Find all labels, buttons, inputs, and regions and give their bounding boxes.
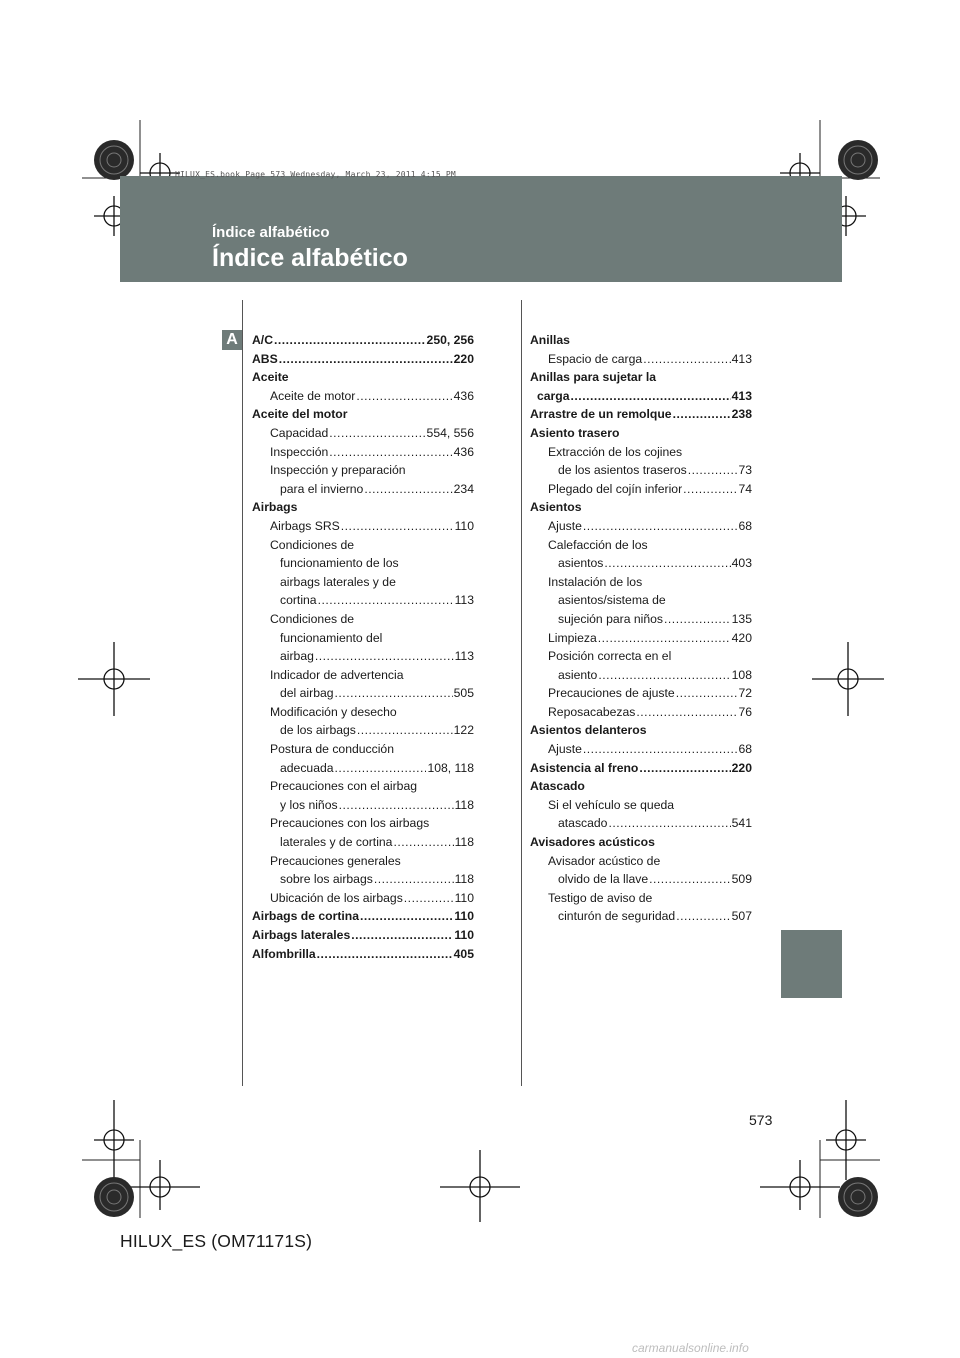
index-entry-pages: 541 — [731, 816, 752, 831]
index-entry-label: Airbags de cortina — [252, 909, 360, 924]
book-info-line: HILUX_ES.book Page 573 Wednesday, March 23, 2011 4:15 PM — [175, 170, 456, 179]
dot-leader — [664, 610, 731, 629]
index-entry — [530, 424, 752, 443]
index-entry-label: Testigo de aviso de — [548, 890, 653, 905]
index-entry-label: Si el vehículo se queda — [548, 797, 675, 812]
index-entry-label: Precauciones de ajuste — [548, 686, 675, 701]
dot-leader — [636, 703, 737, 722]
index-entry-pages: 403 — [731, 556, 752, 571]
index-entry-pages: 405 — [453, 946, 474, 961]
index-entry-label: Airbags SRS — [270, 518, 340, 533]
dot-leader — [374, 870, 454, 889]
watermark: carmanualsonline.info — [632, 1341, 749, 1355]
index-entry — [252, 740, 474, 759]
index-entry — [530, 852, 752, 871]
index-entry-label: Modificación y desecho — [270, 704, 397, 719]
index-entry-label: Indicador de advertencia — [270, 667, 404, 682]
index-entry — [530, 907, 752, 926]
dot-leader — [571, 387, 731, 406]
dot-leader — [318, 591, 454, 610]
index-entry — [530, 759, 752, 778]
index-entry — [252, 443, 474, 462]
index-entry-label: del airbag — [280, 686, 334, 701]
dot-leader — [598, 629, 731, 648]
index-entry-label: Atascado — [530, 779, 585, 794]
index-entry-label: Avisadores acústicos — [530, 835, 655, 850]
index-entry-label: adecuada — [280, 760, 334, 775]
index-column-right — [530, 331, 752, 926]
index-entry-pages: 72 — [738, 686, 752, 701]
index-entry-label: Asientos — [530, 500, 582, 515]
index-entry-label: Aceite de motor — [270, 388, 356, 403]
index-entry-label: para el invierno — [280, 481, 364, 496]
index-entry — [252, 703, 474, 722]
dot-leader — [329, 443, 452, 462]
index-entry-label: funcionamiento de los — [280, 556, 399, 571]
index-entry — [252, 721, 474, 740]
index-entry — [252, 870, 474, 889]
index-entry-pages: 118 — [454, 835, 474, 850]
index-entry — [530, 591, 752, 610]
index-entry — [252, 945, 474, 964]
index-entry — [530, 796, 752, 815]
index-entry-pages: 110 — [454, 909, 474, 924]
index-entry-pages: 73 — [738, 463, 752, 478]
index-entry-label: Asistencia al freno — [530, 760, 639, 775]
index-entry — [252, 907, 474, 926]
dot-leader — [274, 331, 426, 350]
index-entry-label: Asiento trasero — [530, 425, 620, 440]
index-entry-pages: 420 — [731, 630, 752, 645]
dot-leader — [356, 387, 452, 406]
index-entry-label: Arrastre de un remolque — [530, 407, 672, 422]
dot-leader — [649, 870, 731, 889]
index-entry — [252, 796, 474, 815]
index-entry — [530, 461, 752, 480]
index-entry-pages: 436 — [453, 388, 474, 403]
dot-leader — [683, 480, 737, 499]
index-entry-label: asientos — [558, 556, 604, 571]
header-small-title: Índice alfabético — [212, 224, 330, 241]
dot-leader — [676, 684, 738, 703]
index-entry — [530, 554, 752, 573]
index-entry-label: funcionamiento del — [280, 630, 383, 645]
index-entry — [252, 387, 474, 406]
index-entry-label: Anillas para sujetar la — [530, 370, 656, 385]
index-entry-pages: 250, 256 — [426, 333, 474, 347]
index-entry — [252, 554, 474, 573]
index-entry-label: Plegado del cojín inferior — [548, 481, 683, 496]
index-entry — [252, 852, 474, 871]
index-entry — [530, 480, 752, 499]
dot-leader — [583, 517, 738, 536]
index-entry — [530, 350, 752, 369]
index-entry-label: Posición correcta en el — [548, 649, 672, 664]
index-entry-label: Anillas — [530, 333, 570, 347]
index-entry-label: Asientos delanteros — [530, 723, 647, 738]
dot-leader — [583, 740, 738, 759]
dot-leader — [404, 889, 454, 908]
index-entry — [530, 573, 752, 592]
index-entry-label: Extracción de los cojines — [548, 444, 683, 459]
index-entry-label: Avisador acústico de — [548, 853, 661, 868]
index-entry-label: Airbags laterales — [252, 928, 351, 942]
index-entry-pages: 68 — [738, 742, 752, 757]
index-entry — [530, 666, 752, 685]
index-entry-label: Precauciones con los airbags — [270, 816, 430, 831]
index-entry-label: Ajuste — [548, 742, 582, 757]
index-entry-pages: 113 — [454, 649, 474, 664]
index-entry-label: airbags laterales y de — [280, 574, 396, 589]
index-entry — [252, 889, 474, 908]
index-entry-label: Airbags — [252, 500, 298, 515]
index-entry-label: Postura de conducción — [270, 742, 394, 757]
dot-leader — [639, 759, 730, 778]
index-entry — [530, 647, 752, 666]
index-entry — [252, 517, 474, 536]
index-entry-label: Ajuste — [548, 518, 582, 533]
side-thumb-tab — [781, 930, 842, 998]
index-entry-label: Alfombrilla — [252, 946, 316, 961]
index-entry-pages: 108, 118 — [427, 760, 474, 775]
index-entry — [530, 721, 752, 740]
index-entry-pages: 220 — [731, 760, 752, 775]
dot-leader — [335, 759, 427, 778]
index-entry — [530, 629, 752, 648]
index-entry — [530, 443, 752, 462]
index-entry-label: Inspección — [270, 444, 329, 459]
index-entry-label: cinturón de seguridad — [558, 909, 676, 924]
index-entry — [252, 573, 474, 592]
index-entry-pages: 413 — [731, 351, 752, 366]
index-entry-pages: 110 — [454, 890, 474, 905]
index-entry-pages: 110 — [454, 928, 474, 942]
index-entry — [530, 740, 752, 759]
index-entry — [252, 684, 474, 703]
dot-leader — [341, 517, 454, 536]
dot-leader — [608, 814, 730, 833]
index-entry — [252, 480, 474, 499]
index-column-left — [252, 331, 474, 963]
page-title: Índice alfabético — [212, 244, 408, 272]
index-entry — [252, 350, 474, 369]
index-entry-label: Ubicación de los airbags — [270, 890, 403, 905]
index-entry-label: olvido de la llave — [558, 872, 649, 887]
index-entry — [252, 814, 474, 833]
index-entry-pages: 509 — [731, 872, 752, 887]
dot-leader — [604, 554, 730, 573]
index-entry — [252, 926, 474, 945]
index-entry-pages: 238 — [731, 407, 752, 422]
index-entry-label: Aceite — [252, 370, 289, 385]
index-entry — [530, 331, 752, 350]
index-entry-label: Aceite del motor — [252, 407, 348, 422]
index-entry — [252, 777, 474, 796]
index-entry — [530, 703, 752, 722]
index-entry-label: de los airbags — [280, 723, 356, 738]
index-entry-pages: 68 — [738, 518, 752, 533]
index-entry-pages: 110 — [454, 518, 474, 533]
dot-leader — [351, 926, 453, 945]
dot-leader — [329, 424, 425, 443]
index-entry — [252, 424, 474, 443]
index-entry — [530, 684, 752, 703]
index-entry — [252, 759, 474, 778]
index-entry-label: asientos/sistema de — [558, 593, 666, 608]
page-number: 573 — [749, 1112, 773, 1128]
column-divider-left — [242, 300, 243, 1086]
dot-leader — [673, 405, 731, 424]
dot-leader — [393, 833, 453, 852]
index-entry — [530, 814, 752, 833]
dot-leader — [317, 945, 453, 964]
index-entry-label: de los asientos traseros — [558, 463, 687, 478]
index-entry-pages: 76 — [738, 704, 752, 719]
index-entry — [530, 387, 752, 406]
index-entry — [530, 833, 752, 852]
index-entry-label: y los niños — [280, 797, 338, 812]
dot-leader — [335, 684, 453, 703]
column-divider-right — [521, 300, 522, 1086]
index-entry — [252, 498, 474, 517]
index-entry-label: sujeción para niños — [558, 611, 664, 626]
index-entry-label: Espacio de carga — [548, 351, 643, 366]
dot-leader — [598, 666, 730, 685]
index-entry-pages: 413 — [731, 388, 752, 403]
index-entry-label: Inspección y preparación — [270, 463, 406, 478]
index-entry — [252, 331, 474, 350]
index-entry-label: Calefacción de los — [548, 537, 648, 552]
index-entry — [530, 368, 752, 387]
index-entry-label: sobre los airbags — [280, 872, 373, 887]
index-entry — [530, 405, 752, 424]
footer-code: HILUX_ES (OM71171S) — [120, 1231, 313, 1251]
index-entry-pages: 505 — [453, 686, 474, 701]
dot-leader — [339, 796, 454, 815]
index-entry-pages: 507 — [731, 909, 752, 924]
index-entry-pages: 74 — [738, 481, 752, 496]
dot-leader — [676, 907, 730, 926]
dot-leader — [688, 461, 738, 480]
index-entry-label: asiento — [558, 667, 598, 682]
index-entry — [252, 368, 474, 387]
index-entry — [252, 629, 474, 648]
index-entry — [530, 610, 752, 629]
index-entry — [252, 833, 474, 852]
index-entry-label: Limpieza — [548, 630, 597, 645]
index-entry-label: Precauciones con el airbag — [270, 779, 418, 794]
index-entry-pages: 234 — [453, 481, 474, 496]
section-letter-tab: A — [222, 330, 242, 350]
index-entry-pages: 118 — [454, 797, 474, 812]
index-entry-label: Condiciones de — [270, 611, 355, 626]
index-entry — [252, 610, 474, 629]
index-entry-label: cortina — [280, 593, 317, 608]
index-entry-label: A/C — [252, 333, 273, 347]
index-entry-pages: 135 — [731, 611, 752, 626]
index-entry-label: Capacidad — [270, 425, 329, 440]
index-entry-label: Precauciones generales — [270, 853, 401, 868]
dot-leader — [315, 647, 454, 666]
index-entry — [252, 405, 474, 424]
dot-leader — [364, 480, 452, 499]
index-entry — [252, 666, 474, 685]
index-entry — [530, 870, 752, 889]
index-entry — [530, 536, 752, 555]
index-entry-label: airbag — [280, 649, 314, 664]
index-entry-pages: 122 — [453, 723, 474, 738]
index-entry — [252, 461, 474, 480]
index-entry-label: atascado — [558, 816, 608, 831]
index-entry — [252, 647, 474, 666]
index-entry — [530, 777, 752, 796]
index-entry — [252, 591, 474, 610]
index-entry-label: ABS — [252, 351, 278, 366]
index-entry-pages: 436 — [453, 444, 474, 459]
dot-leader — [643, 350, 730, 369]
index-entry-pages: 113 — [454, 593, 474, 608]
index-entry-pages: 554, 556 — [426, 425, 474, 440]
dot-leader — [357, 721, 453, 740]
index-entry-label: Condiciones de — [270, 537, 355, 552]
index-entry-pages: 108 — [731, 667, 752, 682]
index-entry-label: carga — [537, 388, 570, 403]
dot-leader — [360, 907, 453, 926]
index-entry-label: laterales y de cortina — [280, 835, 393, 850]
dot-leader — [279, 350, 453, 369]
index-entry — [530, 517, 752, 536]
index-entry — [530, 498, 752, 517]
index-entry-pages: 118 — [454, 872, 474, 887]
index-entry-pages: 220 — [453, 351, 474, 366]
index-entry-label: Reposacabezas — [548, 704, 636, 719]
index-entry-label: Instalación de los — [548, 574, 643, 589]
index-entry — [530, 889, 752, 908]
index-entry — [252, 536, 474, 555]
